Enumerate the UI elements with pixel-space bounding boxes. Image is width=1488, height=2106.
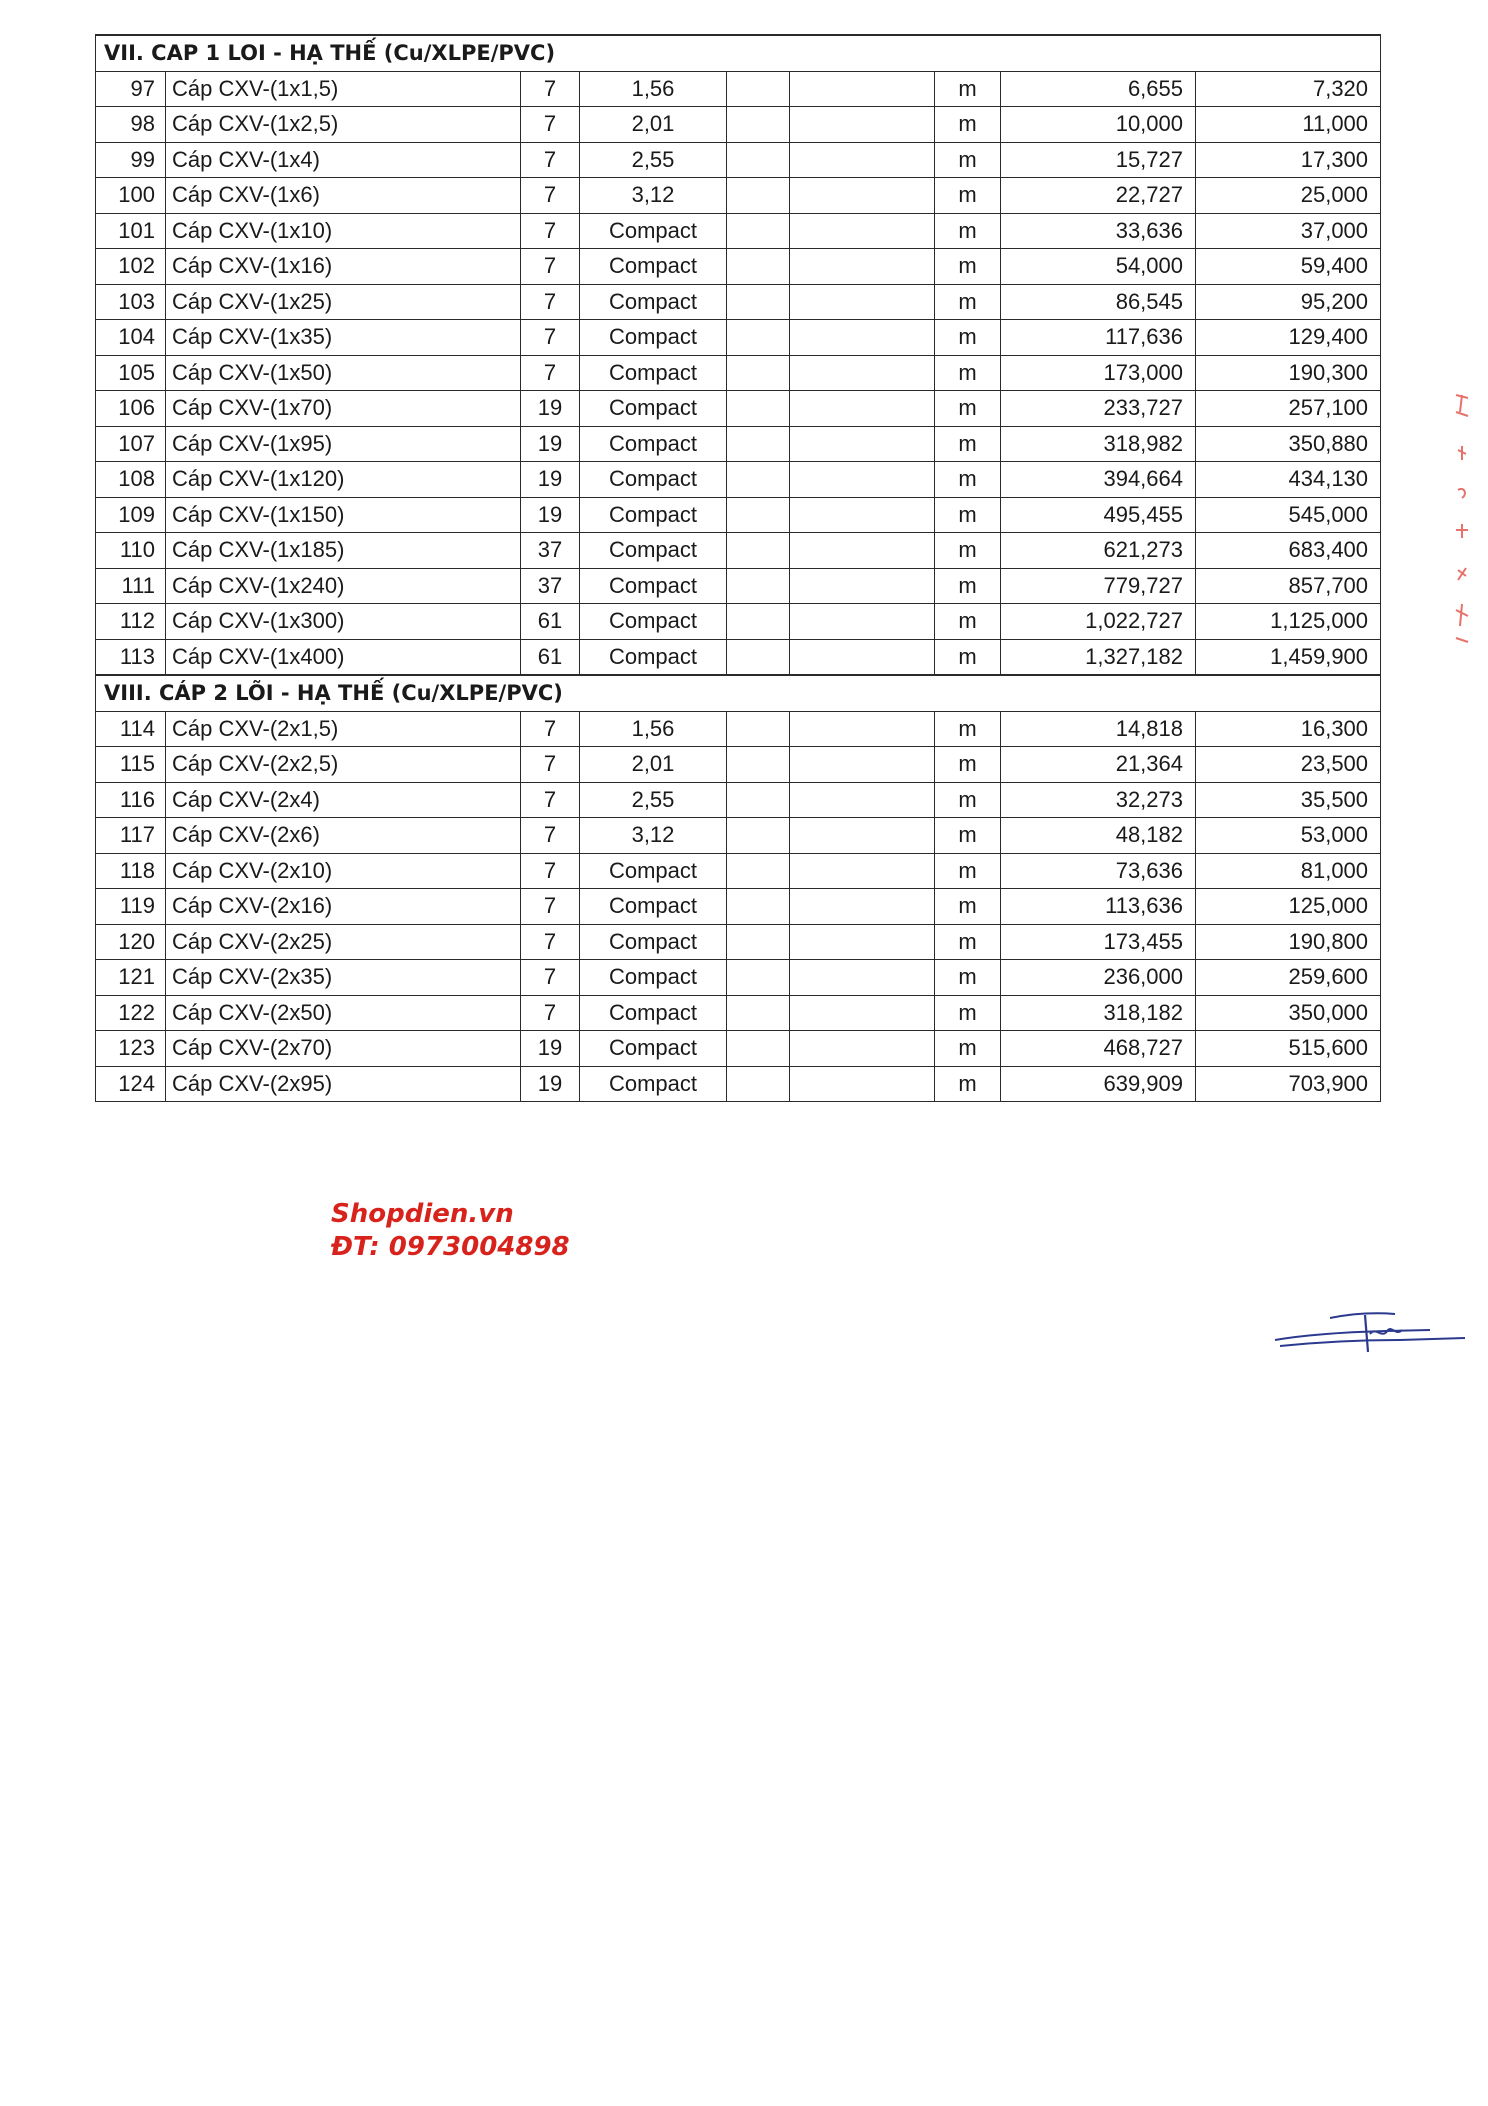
- empty-cell: [790, 782, 935, 818]
- wire-diameter: Compact: [580, 355, 727, 391]
- empty-cell: [790, 747, 935, 783]
- strand-count: 19: [521, 1031, 580, 1067]
- price-before-tax: 639,909: [1001, 1066, 1196, 1102]
- cable-name: Cáp CXV-(1x35): [166, 320, 521, 356]
- unit: m: [935, 711, 1001, 747]
- empty-cell: [727, 391, 790, 427]
- empty-cell: [790, 995, 935, 1031]
- wire-diameter: Compact: [580, 462, 727, 498]
- wire-diameter: Compact: [580, 213, 727, 249]
- empty-cell: [790, 604, 935, 640]
- wire-diameter: 3,12: [580, 178, 727, 214]
- price-after-tax: 350,000: [1196, 995, 1381, 1031]
- unit: m: [935, 995, 1001, 1031]
- unit: m: [935, 284, 1001, 320]
- empty-cell: [790, 213, 935, 249]
- price-after-tax: 350,880: [1196, 426, 1381, 462]
- strand-count: 7: [521, 818, 580, 854]
- table-row: [96, 178, 1381, 214]
- strand-count: 7: [521, 320, 580, 356]
- table-row: [96, 995, 1381, 1031]
- cable-name: Cáp CXV-(2x2,5): [166, 747, 521, 783]
- cable-name: Cáp CXV-(2x6): [166, 818, 521, 854]
- unit: m: [935, 1066, 1001, 1102]
- strand-count: 19: [521, 497, 580, 533]
- unit: m: [935, 889, 1001, 925]
- empty-cell: [790, 889, 935, 925]
- unit: m: [935, 426, 1001, 462]
- unit: m: [935, 747, 1001, 783]
- strand-count: 7: [521, 142, 580, 178]
- unit: m: [935, 818, 1001, 854]
- empty-cell: [790, 178, 935, 214]
- price-after-tax: 683,400: [1196, 533, 1381, 569]
- row-number: 107: [96, 426, 166, 462]
- price-after-tax: 37,000: [1196, 213, 1381, 249]
- cable-name: Cáp CXV-(2x16): [166, 889, 521, 925]
- table-row: [96, 1066, 1381, 1102]
- empty-cell: [790, 924, 935, 960]
- cable-name: Cáp CXV-(2x4): [166, 782, 521, 818]
- strand-count: 61: [521, 604, 580, 640]
- wire-diameter: Compact: [580, 320, 727, 356]
- unit: m: [935, 249, 1001, 285]
- price-before-tax: 22,727: [1001, 178, 1196, 214]
- empty-cell: [727, 711, 790, 747]
- empty-cell: [727, 497, 790, 533]
- cable-name: Cáp CXV-(1x6): [166, 178, 521, 214]
- row-number: 98: [96, 107, 166, 143]
- price-after-tax: 857,700: [1196, 568, 1381, 604]
- empty-cell: [727, 889, 790, 925]
- wire-diameter: 1,56: [580, 711, 727, 747]
- empty-cell: [727, 747, 790, 783]
- unit: m: [935, 604, 1001, 640]
- unit: m: [935, 178, 1001, 214]
- unit: m: [935, 924, 1001, 960]
- price-after-tax: 190,800: [1196, 924, 1381, 960]
- table-row: [96, 782, 1381, 818]
- strand-count: 61: [521, 639, 580, 675]
- signature-icon: [1270, 1300, 1470, 1360]
- empty-cell: [727, 782, 790, 818]
- empty-cell: [790, 818, 935, 854]
- price-before-tax: 6,655: [1001, 71, 1196, 107]
- empty-cell: [727, 71, 790, 107]
- price-before-tax: 173,455: [1001, 924, 1196, 960]
- table-row: [96, 213, 1381, 249]
- price-after-tax: 17,300: [1196, 142, 1381, 178]
- row-number: 99: [96, 142, 166, 178]
- wire-diameter: Compact: [580, 426, 727, 462]
- price-after-tax: 434,130: [1196, 462, 1381, 498]
- price-after-tax: 129,400: [1196, 320, 1381, 356]
- empty-cell: [790, 320, 935, 356]
- price-after-tax: 25,000: [1196, 178, 1381, 214]
- phone-number: ĐT: 0973004898: [331, 1232, 570, 1262]
- row-number: 122: [96, 995, 166, 1031]
- empty-cell: [790, 71, 935, 107]
- empty-cell: [727, 355, 790, 391]
- empty-cell: [790, 142, 935, 178]
- unit: m: [935, 213, 1001, 249]
- strand-count: 19: [521, 391, 580, 427]
- price-after-tax: 515,600: [1196, 1031, 1381, 1067]
- price-before-tax: 394,664: [1001, 462, 1196, 498]
- unit: m: [935, 320, 1001, 356]
- empty-cell: [727, 178, 790, 214]
- strand-count: 7: [521, 711, 580, 747]
- table-body: [96, 35, 1381, 1102]
- strand-count: 7: [521, 213, 580, 249]
- wire-diameter: 2,01: [580, 107, 727, 143]
- strand-count: 7: [521, 924, 580, 960]
- cable-name: Cáp CXV-(2x25): [166, 924, 521, 960]
- cable-name: Cáp CXV-(1x25): [166, 284, 521, 320]
- price-after-tax: 259,600: [1196, 960, 1381, 996]
- price-before-tax: 1,022,727: [1001, 604, 1196, 640]
- table-row: [96, 853, 1381, 889]
- strand-count: 7: [521, 853, 580, 889]
- section-header-row: [96, 35, 1381, 71]
- wire-diameter: 2,55: [580, 142, 727, 178]
- table-row: [96, 107, 1381, 143]
- table-row: [96, 604, 1381, 640]
- empty-cell: [790, 426, 935, 462]
- unit: m: [935, 960, 1001, 996]
- cable-name: Cáp CXV-(1x50): [166, 355, 521, 391]
- empty-cell: [727, 853, 790, 889]
- price-before-tax: 117,636: [1001, 320, 1196, 356]
- table-row: [96, 426, 1381, 462]
- empty-cell: [727, 107, 790, 143]
- strand-count: 19: [521, 426, 580, 462]
- wire-diameter: Compact: [580, 853, 727, 889]
- unit: m: [935, 391, 1001, 427]
- row-number: 110: [96, 533, 166, 569]
- unit: m: [935, 107, 1001, 143]
- empty-cell: [727, 924, 790, 960]
- empty-cell: [727, 249, 790, 285]
- row-number: 111: [96, 568, 166, 604]
- empty-cell: [790, 711, 935, 747]
- unit: m: [935, 142, 1001, 178]
- cable-name: Cáp CXV-(1x10): [166, 213, 521, 249]
- row-number: 106: [96, 391, 166, 427]
- unit: m: [935, 462, 1001, 498]
- empty-cell: [727, 213, 790, 249]
- cable-name: Cáp CXV-(1x150): [166, 497, 521, 533]
- cable-name: Cáp CXV-(1x70): [166, 391, 521, 427]
- price-after-tax: 16,300: [1196, 711, 1381, 747]
- wire-diameter: Compact: [580, 960, 727, 996]
- section-title: VII. CAP 1 LOI - HẠ THẾ (Cu/XLPE/PVC): [96, 35, 1381, 71]
- row-number: 102: [96, 249, 166, 285]
- row-number: 114: [96, 711, 166, 747]
- price-before-tax: 48,182: [1001, 818, 1196, 854]
- unit: m: [935, 497, 1001, 533]
- empty-cell: [790, 462, 935, 498]
- row-number: 115: [96, 747, 166, 783]
- strand-count: 19: [521, 1066, 580, 1102]
- unit: m: [935, 568, 1001, 604]
- empty-cell: [727, 639, 790, 675]
- empty-cell: [790, 960, 935, 996]
- unit: m: [935, 782, 1001, 818]
- price-after-tax: 257,100: [1196, 391, 1381, 427]
- wire-diameter: Compact: [580, 391, 727, 427]
- row-number: 109: [96, 497, 166, 533]
- price-before-tax: 15,727: [1001, 142, 1196, 178]
- price-after-tax: 190,300: [1196, 355, 1381, 391]
- strand-count: 7: [521, 71, 580, 107]
- row-number: 119: [96, 889, 166, 925]
- empty-cell: [727, 1031, 790, 1067]
- contact-block: [331, 1198, 570, 1264]
- empty-cell: [790, 284, 935, 320]
- wire-diameter: Compact: [580, 533, 727, 569]
- row-number: 124: [96, 1066, 166, 1102]
- cable-name: Cáp CXV-(1x120): [166, 462, 521, 498]
- wire-diameter: 2,01: [580, 747, 727, 783]
- price-after-tax: 53,000: [1196, 818, 1381, 854]
- strand-count: 7: [521, 284, 580, 320]
- table-row: [96, 924, 1381, 960]
- wire-diameter: Compact: [580, 889, 727, 925]
- price-before-tax: 779,727: [1001, 568, 1196, 604]
- wire-diameter: Compact: [580, 249, 727, 285]
- table-row: [96, 284, 1381, 320]
- price-after-tax: 7,320: [1196, 71, 1381, 107]
- table-row: [96, 355, 1381, 391]
- section-title: VIII. CÁP 2 LÕI - HẠ THẾ (Cu/XLPE/PVC): [96, 675, 1381, 711]
- row-number: 100: [96, 178, 166, 214]
- table-row: [96, 462, 1381, 498]
- cable-name: Cáp CXV-(1x1,5): [166, 71, 521, 107]
- strand-count: 7: [521, 355, 580, 391]
- stamp-icon: [1448, 390, 1476, 650]
- price-before-tax: 21,364: [1001, 747, 1196, 783]
- cable-name: Cáp CXV-(1x4): [166, 142, 521, 178]
- price-before-tax: 318,182: [1001, 995, 1196, 1031]
- table-row: [96, 711, 1381, 747]
- cable-name: Cáp CXV-(2x1,5): [166, 711, 521, 747]
- table-row: [96, 960, 1381, 996]
- empty-cell: [790, 1031, 935, 1067]
- price-after-tax: 59,400: [1196, 249, 1381, 285]
- empty-cell: [727, 320, 790, 356]
- cable-name: Cáp CXV-(1x300): [166, 604, 521, 640]
- table-row: [96, 1031, 1381, 1067]
- price-after-tax: 35,500: [1196, 782, 1381, 818]
- strand-count: 19: [521, 462, 580, 498]
- wire-diameter: Compact: [580, 604, 727, 640]
- cable-name: Cáp CXV-(1x400): [166, 639, 521, 675]
- price-after-tax: 11,000: [1196, 107, 1381, 143]
- table-row: [96, 533, 1381, 569]
- table-row: [96, 818, 1381, 854]
- cable-name: Cáp CXV-(2x50): [166, 995, 521, 1031]
- wire-diameter: Compact: [580, 995, 727, 1031]
- strand-count: 7: [521, 178, 580, 214]
- empty-cell: [727, 995, 790, 1031]
- price-before-tax: 32,273: [1001, 782, 1196, 818]
- table-row: [96, 71, 1381, 107]
- price-after-tax: 703,900: [1196, 1066, 1381, 1102]
- price-before-tax: 86,545: [1001, 284, 1196, 320]
- wire-diameter: Compact: [580, 639, 727, 675]
- row-number: 113: [96, 639, 166, 675]
- table-row: [96, 889, 1381, 925]
- empty-cell: [790, 107, 935, 143]
- strand-count: 7: [521, 249, 580, 285]
- row-number: 105: [96, 355, 166, 391]
- table-row: [96, 142, 1381, 178]
- cable-name: Cáp CXV-(1x2,5): [166, 107, 521, 143]
- price-before-tax: 113,636: [1001, 889, 1196, 925]
- wire-diameter: Compact: [580, 1031, 727, 1067]
- unit: m: [935, 533, 1001, 569]
- price-after-tax: 23,500: [1196, 747, 1381, 783]
- empty-cell: [727, 604, 790, 640]
- empty-cell: [727, 533, 790, 569]
- cable-name: Cáp CXV-(1x185): [166, 533, 521, 569]
- price-before-tax: 10,000: [1001, 107, 1196, 143]
- row-number: 101: [96, 213, 166, 249]
- row-number: 104: [96, 320, 166, 356]
- table-row: [96, 568, 1381, 604]
- cable-price-table: [95, 34, 1381, 1102]
- cable-name: Cáp CXV-(1x16): [166, 249, 521, 285]
- strand-count: 7: [521, 107, 580, 143]
- unit: m: [935, 639, 1001, 675]
- empty-cell: [727, 568, 790, 604]
- empty-cell: [790, 497, 935, 533]
- table-row: [96, 639, 1381, 675]
- wire-diameter: 3,12: [580, 818, 727, 854]
- wire-diameter: Compact: [580, 924, 727, 960]
- row-number: 118: [96, 853, 166, 889]
- unit: m: [935, 853, 1001, 889]
- unit: m: [935, 71, 1001, 107]
- price-before-tax: 73,636: [1001, 853, 1196, 889]
- price-after-tax: 81,000: [1196, 853, 1381, 889]
- wire-diameter: Compact: [580, 497, 727, 533]
- strand-count: 37: [521, 568, 580, 604]
- wire-diameter: 2,55: [580, 782, 727, 818]
- table-row: [96, 320, 1381, 356]
- unit: m: [935, 355, 1001, 391]
- cable-name: Cáp CXV-(2x10): [166, 853, 521, 889]
- strand-count: 7: [521, 960, 580, 996]
- empty-cell: [790, 1066, 935, 1102]
- strand-count: 7: [521, 747, 580, 783]
- table-row: [96, 747, 1381, 783]
- row-number: 112: [96, 604, 166, 640]
- unit: m: [935, 1031, 1001, 1067]
- cable-name: Cáp CXV-(2x70): [166, 1031, 521, 1067]
- wire-diameter: 1,56: [580, 71, 727, 107]
- row-number: 117: [96, 818, 166, 854]
- cable-name: Cáp CXV-(2x35): [166, 960, 521, 996]
- empty-cell: [790, 853, 935, 889]
- price-before-tax: 621,273: [1001, 533, 1196, 569]
- table-row: [96, 497, 1381, 533]
- price-before-tax: 14,818: [1001, 711, 1196, 747]
- cable-name: Cáp CXV-(1x95): [166, 426, 521, 462]
- row-number: 108: [96, 462, 166, 498]
- price-after-tax: 95,200: [1196, 284, 1381, 320]
- price-before-tax: 54,000: [1001, 249, 1196, 285]
- price-before-tax: 173,000: [1001, 355, 1196, 391]
- price-before-tax: 495,455: [1001, 497, 1196, 533]
- cable-name: Cáp CXV-(2x95): [166, 1066, 521, 1102]
- website-link[interactable]: Shopdien.vn: [331, 1199, 514, 1229]
- wire-diameter: Compact: [580, 568, 727, 604]
- empty-cell: [727, 462, 790, 498]
- empty-cell: [727, 960, 790, 996]
- price-before-tax: 1,327,182: [1001, 639, 1196, 675]
- row-number: 103: [96, 284, 166, 320]
- cable-name: Cáp CXV-(1x240): [166, 568, 521, 604]
- price-after-tax: 125,000: [1196, 889, 1381, 925]
- price-before-tax: 468,727: [1001, 1031, 1196, 1067]
- section-header-row: [96, 675, 1381, 711]
- empty-cell: [790, 249, 935, 285]
- row-number: 121: [96, 960, 166, 996]
- wire-diameter: Compact: [580, 1066, 727, 1102]
- table-row: [96, 391, 1381, 427]
- strand-count: 7: [521, 995, 580, 1031]
- empty-cell: [727, 1066, 790, 1102]
- strand-count: 7: [521, 782, 580, 818]
- empty-cell: [790, 533, 935, 569]
- empty-cell: [790, 355, 935, 391]
- price-before-tax: 236,000: [1001, 960, 1196, 996]
- table-row: [96, 249, 1381, 285]
- price-after-tax: 1,459,900: [1196, 639, 1381, 675]
- empty-cell: [790, 391, 935, 427]
- empty-cell: [727, 426, 790, 462]
- strand-count: 37: [521, 533, 580, 569]
- price-after-tax: 1,125,000: [1196, 604, 1381, 640]
- row-number: 123: [96, 1031, 166, 1067]
- empty-cell: [790, 639, 935, 675]
- empty-cell: [727, 284, 790, 320]
- row-number: 97: [96, 71, 166, 107]
- strand-count: 7: [521, 889, 580, 925]
- price-before-tax: 33,636: [1001, 213, 1196, 249]
- empty-cell: [727, 142, 790, 178]
- price-before-tax: 318,982: [1001, 426, 1196, 462]
- price-after-tax: 545,000: [1196, 497, 1381, 533]
- row-number: 120: [96, 924, 166, 960]
- wire-diameter: Compact: [580, 284, 727, 320]
- row-number: 116: [96, 782, 166, 818]
- price-before-tax: 233,727: [1001, 391, 1196, 427]
- empty-cell: [790, 568, 935, 604]
- empty-cell: [727, 818, 790, 854]
